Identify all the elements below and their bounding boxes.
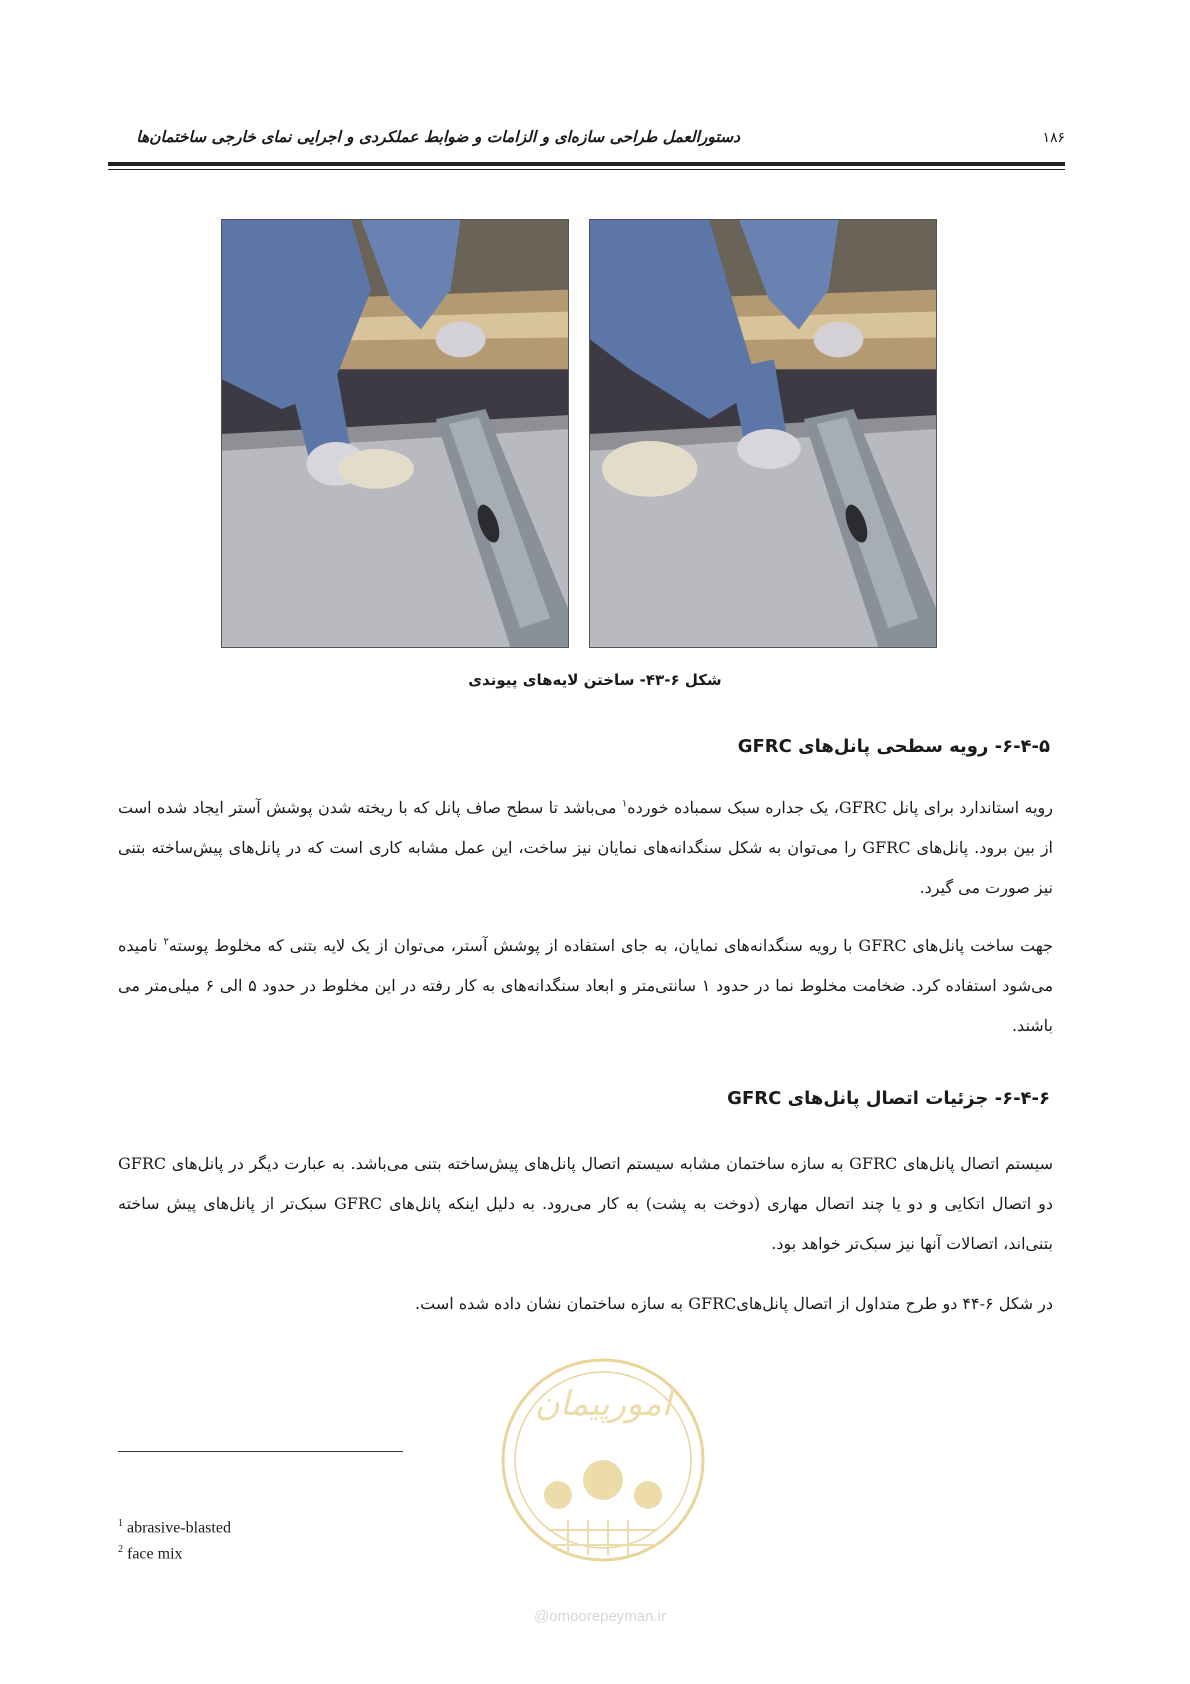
header-rule-thin: [108, 169, 1065, 170]
page-number: ۱۸۶: [1042, 130, 1065, 146]
header-rule: [108, 162, 1065, 166]
running-header: [108, 128, 1065, 156]
paragraph-text: رویه استاندارد برای پانل GFRC، یک جداره سبک سمباده خورده: [627, 798, 1053, 817]
paragraph-text: جهت ساخت پانل‌های GFRC با رویه سنگدانه‌های نمایان، به جای استفاده از پوشش آستر، می‌توان از یک لایه بتنی که مخلوط پوسته: [168, 936, 1053, 955]
footnote-text: abrasive-blasted: [127, 1519, 231, 1537]
footnote-2: [118, 1539, 231, 1565]
footnote-ref-1[interactable]: ۱: [621, 798, 628, 810]
watermark-url: @omoorepeyman.ir: [534, 1608, 666, 1625]
paragraph-surface-finish: [118, 788, 1053, 908]
footnote-1: [118, 1513, 231, 1539]
footnote-rule: [118, 1451, 403, 1452]
photo-right-image: [590, 220, 936, 647]
photo-left: [221, 219, 569, 648]
watermark-seal: [478, 1330, 728, 1630]
running-title: دستورالعمل طراحی سازه‌ای و الزامات و ضوابط عملکردی و اجرایی نمای خارجی ساختمان‌ها: [136, 128, 740, 146]
paragraph-text: می‌باشد تا سطح صاف پانل که با ریخته شدن پوشش آستر ایجاد شده است از بین برود. پانل‌های GFRC را می‌توان به شکل سنگدانه‌های نمایان نیز ساخت، این عمل مشابه کاری است که در پانل‌های پیش‌ساخته بتنی نیز صورت می گیرد.: [118, 798, 1053, 897]
footnote-number: 2: [118, 1544, 123, 1556]
svg-text:امورپیمان: امورپیمان: [534, 1384, 672, 1424]
paragraph-text: نامیده می‌شود استفاده کرد. ضخامت مخلوط نما در حدود ۱ سانتی‌متر و ابعاد سنگدانه‌های به کار رفته در این مخلوط در حدود ۵ الی ۶ میلی‌متر می باشند.: [118, 936, 1054, 1035]
section-heading-6-4-5: ۶-۴-۵- رویه سطحی پانل‌های GFRC: [737, 736, 1050, 757]
paragraph-connection-system: سیستم اتصال پانل‌های GFRC به سازه ساختمان مشابه سیستم اتصال پانل‌های پیش‌ساخته بتنی می‌باشد. به عبارت دیگر در پانل‌های GFRC دو اتصال اتکایی و دو یا چند اتصال مهاری (دوخت به پشت) به کار می‌رود. به دلیل اینکه پانل‌های GFRC سبک‌تر از پانل‌های پیش ساخته بتنی‌اند، اتصالات آنها نیز سبک‌تر خواهد بود.: [118, 1154, 1054, 1253]
figure-caption: شکل ۶-۴۳- ساختن لایه‌های پیوندی: [468, 671, 722, 689]
photo-right: [589, 219, 937, 648]
section-heading-6-4-6: ۶-۴-۶- جزئیات اتصال پانل‌های GFRC: [727, 1088, 1050, 1109]
paragraph-exposed-aggregate: [118, 926, 1053, 1046]
watermark-seal-graphic: [478, 1330, 728, 1630]
paragraph-figure-reference: در شکل ۶-۴۴ دو طرح متداول از اتصال پانل‌هایGFRC به سازه ساختمان نشان داده شده است.: [415, 1294, 1053, 1313]
footnote-number: 1: [118, 1518, 123, 1529]
footnote-text: face mix: [127, 1545, 183, 1563]
footnotes: [118, 1513, 231, 1566]
footnote-ref-2[interactable]: ۲: [163, 936, 169, 948]
photo-left-image: [222, 220, 568, 647]
